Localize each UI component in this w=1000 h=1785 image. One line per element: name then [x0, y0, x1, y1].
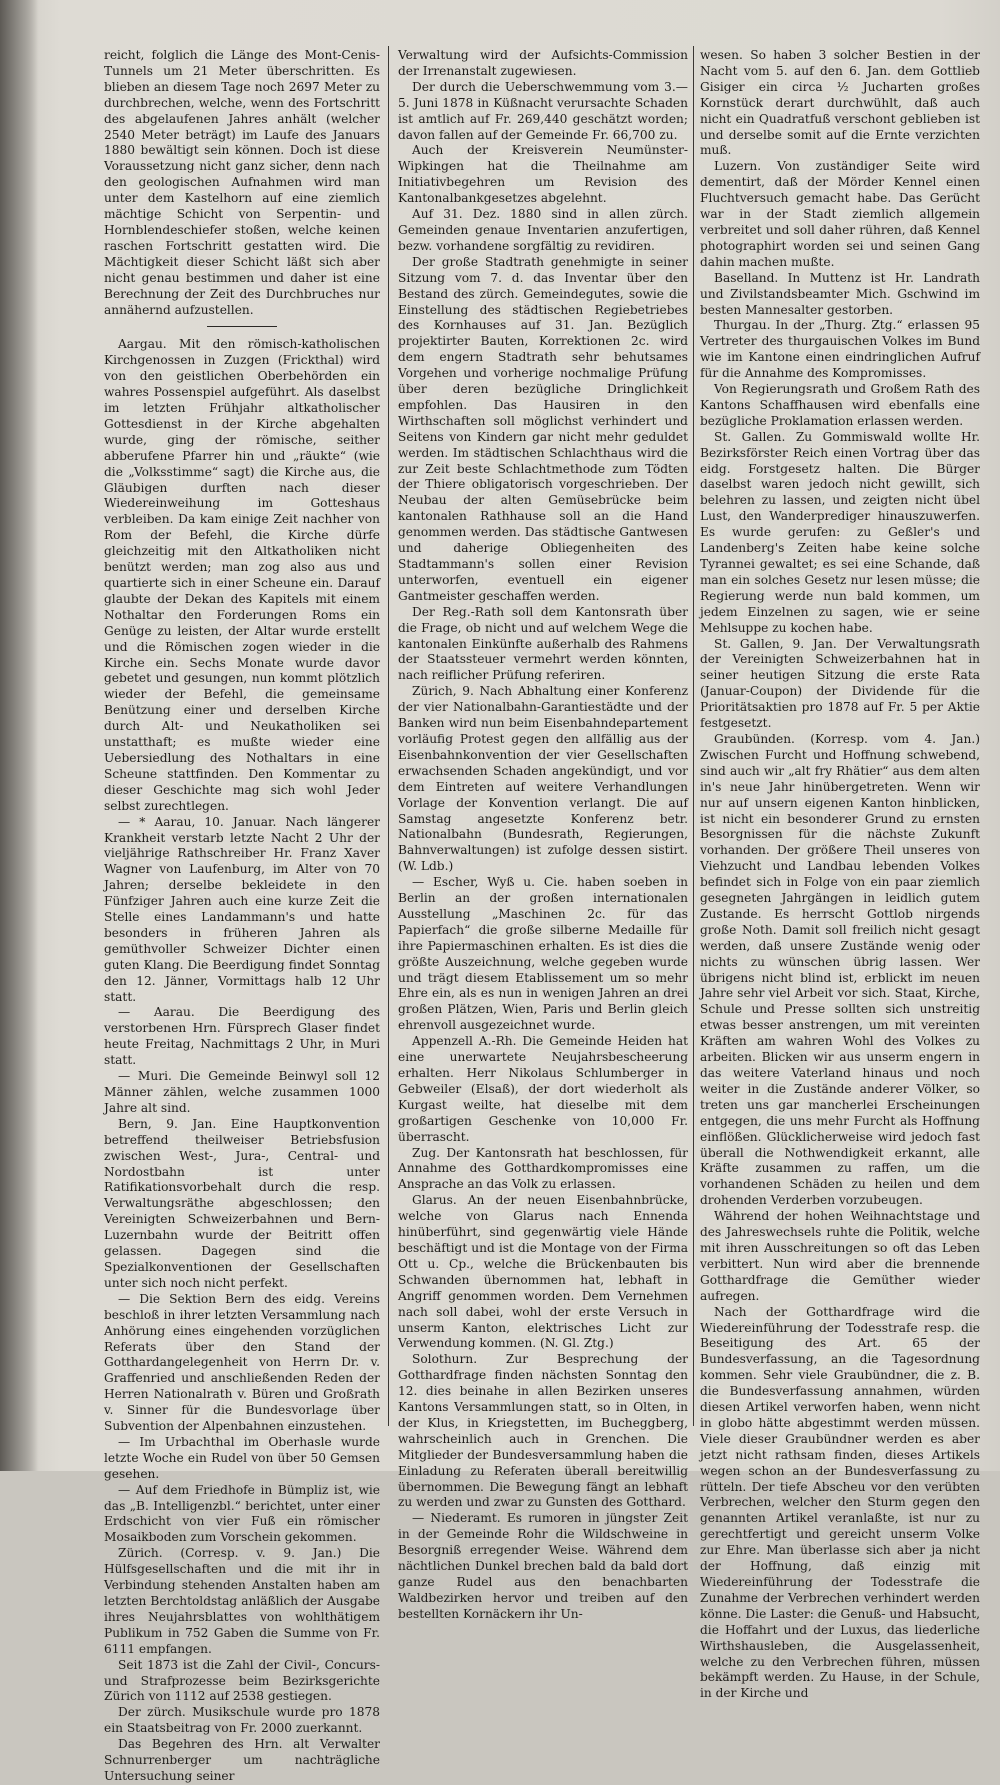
article-aarau-funeral: — Aarau. Die Beerdigung des verstorbenen Hrn. Fürsprech Glaser findet heute Freitag, Nachmittags 2 Uhr, in Muri statt. [104, 1005, 380, 1068]
article-urbachthal: — Im Urbachthal im Oberhasle wurde letzte Woche ein Rudel von über 50 Gemsen gesehen. [104, 1434, 380, 1481]
article-schnurrenberger: Das Begehren des Hrn. alt Verwalter Schnurrenberger um nachträgliche Untersuchung seiner [104, 1737, 380, 1783]
article-muri-beinwyl: — Muri. Die Gemeinde Beinwyl soll 12 Männer zählen, welche zusammen 1000 Jahre alt sind. [104, 1069, 380, 1115]
article-bern-convention: Bern, 9. Jan. Eine Hauptkonvention betreffend theilweiser Betriebsfusion zwischen West-, Jura-, Central- und Nordostbahn ist unter Ratifikationsvorbehalt durch die resp. Verwaltungsräthe abgeschlossen; den Vereinigten Schweizerbahnen und Bern-Luzernbahn wurde der Beitritt offen gelassen. Dagegen sind die Spezialkonventionen der Gesellschaften unter sich noch nicht perfekt. [104, 1116, 380, 1290]
article-irrenanstalt: Verwaltung wird der Aufsichts-Commission der Irrenanstalt zugewiesen. [398, 48, 688, 78]
section-separator [207, 326, 277, 327]
column-1 [104, 48, 380, 1783]
article-niederamt: — Niederamt. Es rumoren in jüngster Zeit in der Gemeinde Rohr die Wildschweine in Besorgniß erregender Weise. Während dem nächtlichen Dunkel brechen bald da bald dort ganze Rudel aus den benachbarten Waldbezirken hervor und treiben auf den bestellten Kornäckern ihr Un- [398, 1511, 688, 1621]
article-inventarien: Auf 31. Dez. 1880 sind in allen zürch. Gemeinden genaue Inventarien anzufertigen, bezw. vorhandene sorgfältig zu revidiren. [398, 207, 688, 253]
article-appenzell: Appenzell A.-Rh. Die Gemeinde Heiden hat eine unerwartete Neujahrsbescheerung erhalten. Herr Nikolaus Schlumberger in Gebweiler (Elsaß), der dort wiederholt als Kurgast weilte, hat dieselbe mit dem großartigen Geschenke von 10,000 Fr. überrascht. [398, 1034, 688, 1144]
article-bern-section: — Die Sektion Bern des eidg. Vereins beschloß in ihrer letzten Versammlung nach Anhörung eines eingehenden vorzüglichen Referats über den Stand der Gotthardangelegenheit von Herrn Dr. v. Graffenried und anschließenden Reden der Herren Nationalrath v. Büren und Großrath v. Sinner für die Bundesvorlage über Subvention der Alpenbahnen einzustehen. [104, 1291, 380, 1434]
article-baselland: Baselland. In Muttenz ist Hr. Landrath und Zivilstandsbeamter Mich. Gschwind im besten Mannesalter gestorben. [700, 270, 980, 317]
article-glarus: Glarus. An der neuen Eisenbahnbrücke, welche von Glarus nach Ennenda hinüberführt, sind gegenwärtig viele Hände beschäftigt und ist die Montage von der Firma Ott u. Cp., welche die Brückenbauten bis Schwanden übernommen hat, lebhaft in Angriff genommen worden. Dem Vernehmen nach soll dabei, wohl der erste Versuch in unserm Kanton, elektrisches Licht zur Verwendung kommen. (N. Gl. Ztg.) [398, 1193, 688, 1351]
article-neumuenster: Auch der Kreisverein Neumünster-Wipkingen hat die Theilnahme am Initiativbegehren um Revision des Kantonalbankgesetzes abgelehnt. [398, 143, 688, 206]
article-zuerich-prozesse: Seit 1873 ist die Zahl der Civil-, Concurs- und Strafprozesse beim Bezirksgerichte Zürich von 1112 auf 2538 gestiegen. [104, 1657, 380, 1704]
article-escher-wyss: — Escher, Wyß u. Cie. haben soeben in Berlin an der großen internationalen Ausstellung „Maschinen 2c. für das Papierfach“ die große silberne Medaille für ihre Papiermaschinen erhalten. Es ist dies die größte Auszeichnung, welche gegeben wurde und trägt diesem Etablissement um so mehr Ehre ein, als es nun in wenigen Jahren an drei großen Plätzen, Wien, Paris und Berlin gleich ehrenvoll ausgezeichnet wurde. [398, 875, 688, 1033]
article-aargau-zuzgen: Aargau. Mit den römisch-katholischen Kirchgenossen in Zuzgen (Frickthal) wird von den geistlichen Oberbehörden ein wahres Possenspiel aufgeführt. Als daselbst im letzten Frühjahr altkatholischer Gottesdienst in der Kirche abgehalten wurde, ging der römische, seither abberufene Pfarrer hin und „räukte“ (wie die „Volksstimme“ sagt) die Kirche aus, die Gläubigen durften nach dieser Wiedereinweihung im Gotteshaus verbleiben. Da kam einige Zeit nachher von Rom der Befehl, die Kirche dürfe gleichzeitig mit den Altkatholiken nicht benützt werden; man zog also aus und quartierte sich in einer Scheune ein. Darauf glaubte der Dekan des Kapitels mit einem Nothaltar den Forderungen Roms ein Genüge zu leisten, der Altar wurde erstellt und die Römischen zogen wieder in die Kirche ein. Sechs Monate wurde davor gebetet und gesungen, nun kommt plötzlich wieder der Befehl, die gemeinsame Benützung einer und derselben Kirche durch Alt- und Neukatholiken sei unstatthaft; es mußte wieder eine Uebersiedlung des Nothaltars in eine Scheune stattfinden. Den Kommentar zu dieser Geschichte mag sich wohl Jeder selbst zurechtlegen. [104, 337, 380, 813]
article-graubuenden-politik: Während der hohen Weihnachtstage und des Jahreswechsels ruhte die Politik, welche mit ihren Ausschreitungen so oft das Leben verbittert. Nun wird aber die brennende Gotthardfrage die Gemüther wieder aufregen. [700, 1209, 980, 1303]
article-st-gallen-dividende: St. Gallen, 9. Jan. Der Verwaltungsrath der Vereinigten Schweizerbahnen hat in seiner heutigen Sitzung die erste Rata (Januar-Coupon) der Dividende für die Prioritätsaktien pro 1878 auf Fr. 5 per Aktie festgesetzt. [700, 636, 980, 731]
article-stadtrath: Der große Stadtrath genehmigte in seiner Sitzung vom 7. d. das Inventar über den Bestand des zürch. Gemeindegutes, sowie die Einstellung des städtischen Regiebetriebes des Kornhauses auf 31. Jan. Bezüglich projektirter Bauten, Korrektionen 2c. wird dem engern Stadtrath sehr behutsames Vorgehen und vorherige nochmalige Prüfung über deren bezügliche Dringlichkeit empfohlen. Das Hausiren in den Wirthschaften soll möglichst verhindert und Seitens von Kindern gar nicht mehr geduldet werden. Im städtischen Schlachthaus wird die zur Zeit beste Schlachtmethode zum Tödten der Thiere obligatorisch vorgeschrieben. Der Neubau der alten Gemüsebrücke beim kantonalen Rathhause soll an die Hand genommen werden. Das städtische Gantwesen und daherige Obliegenheiten des Stadtammann's sollen einer Revision unterworfen, eventuell ein eigener Gantmeister geschaffen werden. [398, 254, 688, 603]
article-zuerich-musikschule: Der zürch. Musikschule wurde pro 1878 ein Staatsbeitrag von Fr. 2000 zuerkannt. [104, 1705, 380, 1736]
article-niederamt-cont: wesen. So haben 3 solcher Bestien in der Nacht vom 5. auf den 6. Jan. dem Gottlieb Gisiger ein circa ½ Jucharten großes Kornstück derart durchwühlt, daß auch nicht ein Quadratfuß verschont geblieben ist und derselbe somit auf die Ernte verzichten muß. [700, 48, 980, 158]
article-graubuenden-todesstrafe: Nach der Gotthardfrage wird die Wiedereinführung der Todesstrafe resp. die Beseitigung des Art. 65 der Bundesverfassung, an die Tagesordnung kommen. Sehr viele Graubündner, die z. B. die Bundesverfassung annahmen, würden diesen Artikel verworfen haben, wenn nicht in globo hätte abgestimmt werden müssen. Viele dieser Graubündner werden es aber jetzt nicht rathsam finden, dieses Artikels wegen schon an der Bundesverfassung zu rütteln. Der tiefe Abscheu vor den verübten Verbrechen, welcher den Sturm gegen den genannten Artikel veranlaßte, ist nur zu gerechtfertigt und gereicht unserm Volke zur Ehre. Man überlasse sich aber ja nicht der Hoffnung, daß einzig mit Wiedereinführung der Todesstrafe die Zunahme der Verbrechen verhindert werden könne. Die Laster: die Genuß- und Habsucht, die Hoffahrt und der Luxus, das liederliche Wirthshausleben, die Ausgelassenheit, welche zu den Verbrechen führen, müssen bekämpft werden. Zu Hause, in der Schule, in der Kirche und [700, 1304, 980, 1701]
article-schaffhausen: Von Regierungsrath und Großem Rath des Kantons Schaffhausen wird ebenfalls eine bezügliche Proklamation erlassen werden. [700, 382, 980, 428]
article-luzern: Luzern. Von zuständiger Seite wird dementirt, daß der Mörder Kennel einen Fluchtversuch gemacht habe. Das Gerücht war in der Stadt ziemlich allgemein verbreitet und soll daher rühren, daß Kennel photographirt worden sei und seinen Gang dahin machen mußte. [700, 159, 980, 269]
article-gotthard-tunnel-end: reicht, folglich die Länge des Mont-Cenis-Tunnels um 21 Meter überschritten. Es blieben an diesem Tage noch 2697 Meter zu durchbrechen, welche, wenn des Fortschritt des abgelaufenen Jahres anhält (welcher 2540 Meter beträgt) im Laufe des Januars 1880 bewältigt sein können. Doch ist diese Voraussetzung nicht ganz sicher, denn nach den geologischen Aufnahmen wird man unter dem Kastelhorn auf eine ziemlich mächtige Schicht von Serpentin- und Hornblendeschiefer stoßen, welche keinen raschen Fortschritt gestatten wird. Die Mächtigkeit dieser Schicht läßt sich aber nicht genau bestimmen und daher ist eine Berechnung der Zeit des Durchbruches nur annähernd aufzustellen. [104, 48, 380, 317]
book-binding-shadow [0, 0, 38, 1471]
article-zuerich-hilfsgesellschaft: Zürich. (Corresp. v. 9. Jan.) Die Hülfsgesellschaften und die mit ihr in Verbindung stehenden Anstalten haben am letzten Berchtoldstag anläßlich der Ausgabe ihres Neujahrsblattes von wohlthätigem Publikum in 752 Gaben die Summe von Fr. 6111 empfangen. [104, 1546, 380, 1656]
column-rule-1 [388, 46, 389, 1426]
column-2 [398, 48, 688, 1621]
column-3 [700, 48, 980, 1701]
article-reg-rath: Der Reg.-Rath soll dem Kantonsrath über die Frage, ob nicht und auf welchem Wege die kantonalen Einkünfte außerhalb des Rahmens der Staatssteuer vermehrt werden könnten, nach reiflicher Prüfung referiren. [398, 604, 688, 683]
article-solothurn: Solothurn. Zur Besprechung der Gotthardfrage finden nächsten Sonntag den 12. dies beinahe in allen Bezirken unseres Kantons Versammlungen statt, so in Olten, in der Klus, in Kriegstetten, im Bucheggberg, wahrscheinlich auch in Grenchen. Die Mitglieder der Bundesversammlung haben die Einladung zu Referaten überall bereitwillig übernommen. Die Bewegung fängt an lebhaft zu werden und zwar zu Gunsten des Gotthard. [398, 1352, 688, 1510]
article-st-gallen-gommiswald: St. Gallen. Zu Gommiswald wollte Hr. Bezirksförster Reich einen Vortrag über das eidg. Forstgesetz halten. Die Bürger daselbst waren jedoch nicht gewillt, sich belehren zu lassen, und zeigten nicht übel Lust, den Wanderprediger hinauszuwerfen. Es wurde gerufen: zu Geßler's und Landenberg's Zeiten habe keine solche Tyrannei gewaltet; es sei eine Schande, daß man ein solches Gesetz nur lesen müsse; die Regierung werde nun bald kommen, um jedem Einzelnen zu sagen, wie er seine Mehlsuppe zu kochen habe. [700, 429, 980, 635]
article-graubuenden: Graubünden. (Korresp. vom 4. Jan.) Zwischen Furcht und Hoffnung schwebend, sind auch wir „alt fry Rhätier“ aus dem alten in's neue Jahr hinübergetreten. Wenn wir nur auf unsern eigenen Kanton hinblicken, ist nicht ein besonderer Grund zu ernsten Besorgnissen für die nächste Zukunft vorhanden. Der größere Theil unseres von Viehzucht und Landbau lebenden Volkes befindet sich in Folge von ein paar ziemlich gesegneten Jahrgängen in leidlich gutem Zustande. Es herrscht Gottlob nirgends große Noth. Damit soll freilich nicht gesagt werden, daß unsere Zustände wenig oder nichts zu wünschen übrig lassen. Wer übrigens nicht blind ist, erblickt im neuen Jahre sehr viel Arbeit vor sich. Staat, Kirche, Schule und Presse sollten sich unstreitig etwas besser anstrengen, um mit vereinten Kräften am wahren Wohl des Volkes zu arbeiten. Blicken wir aus unserm engern in das weitere Vaterland hinaus und noch weiter in die Zustände anderer Völker, so treten uns gar mancherlei Erscheinungen entgegen, die uns mehr Furcht als Hoffnung einflößen. Glücklicherweise wird jedoch fast überall die Nothwendigkeit erkannt, alle Kräfte zusammen zu raffen, um die vorhandenen Schäden zu heilen und dem drohenden Verderben vorzubeugen. [700, 731, 980, 1208]
article-aarau-obituary: — * Aarau, 10. Januar. Nach längerer Krankheit verstarb letzte Nacht 2 Uhr der vieljährige Rathschreiber Hr. Franz Xaver Wagner von Laufenburg, im Alter von 70 Jahren; derselbe bekleidete in den Fünfziger Jahren auch eine kurze Zeit die Stelle eines Landammann's und hatte besonders in früheren Jahren als gemüthvoller Schweizer Dichter einen guten Klang. Die Beerdigung findet Sonntag den 12. Jänner, Vormittags halb 12 Uhr statt. [104, 814, 380, 1004]
article-thurgau: Thurgau. In der „Thurg. Ztg.“ erlassen 95 Vertreter des thurgauischen Volkes im Bund wie im Kantone einen eindringlichen Aufruf für die Annahme des Kompromisses. [700, 318, 980, 381]
article-buempliz: — Auf dem Friedhofe in Bümpliz ist, wie das „B. Intelligenzbl.“ berichtet, unter einer Erdschicht von vier Fuß ein römischer Mosaikboden zum Vorschein gekommen. [104, 1482, 380, 1545]
column-rule-2 [693, 46, 694, 1426]
article-kuessnacht-flood: Der durch die Ueberschwemmung vom 3.—5. Juni 1878 in Küßnacht verursachte Schaden ist amtlich auf Fr. 269,440 geschätzt worden; davon fallen auf der Gemeinde Fr. 66,700 zu. [398, 79, 688, 142]
article-zug: Zug. Der Kantonsrath hat beschlossen, für Annahme des Gotthardkompromisses eine Ansprache an das Volk zu erlassen. [398, 1145, 688, 1192]
article-zuerich-nationalbahn: Zürich, 9. Nach Abhaltung einer Konferenz der vier Nationalbahn-Garantiestädte und der Banken wird nun beim Eisenbahndepartement vorläufig Protest gegen den allfällig aus der Eisenbahnkonvention der vier Gesellschaften erwachsenden Schaden angekündigt, und vor dem Eintreten auf weitere Verhandlungen Vorlage der Konvention verlangt. Die auf Samstag angesetzte Konferenz betr. Nationalbahn (Bundesrath, Regierungen, Bahnverwaltungen) ist zufolge dessen sistirt. (W. Ldb.) [398, 684, 688, 874]
